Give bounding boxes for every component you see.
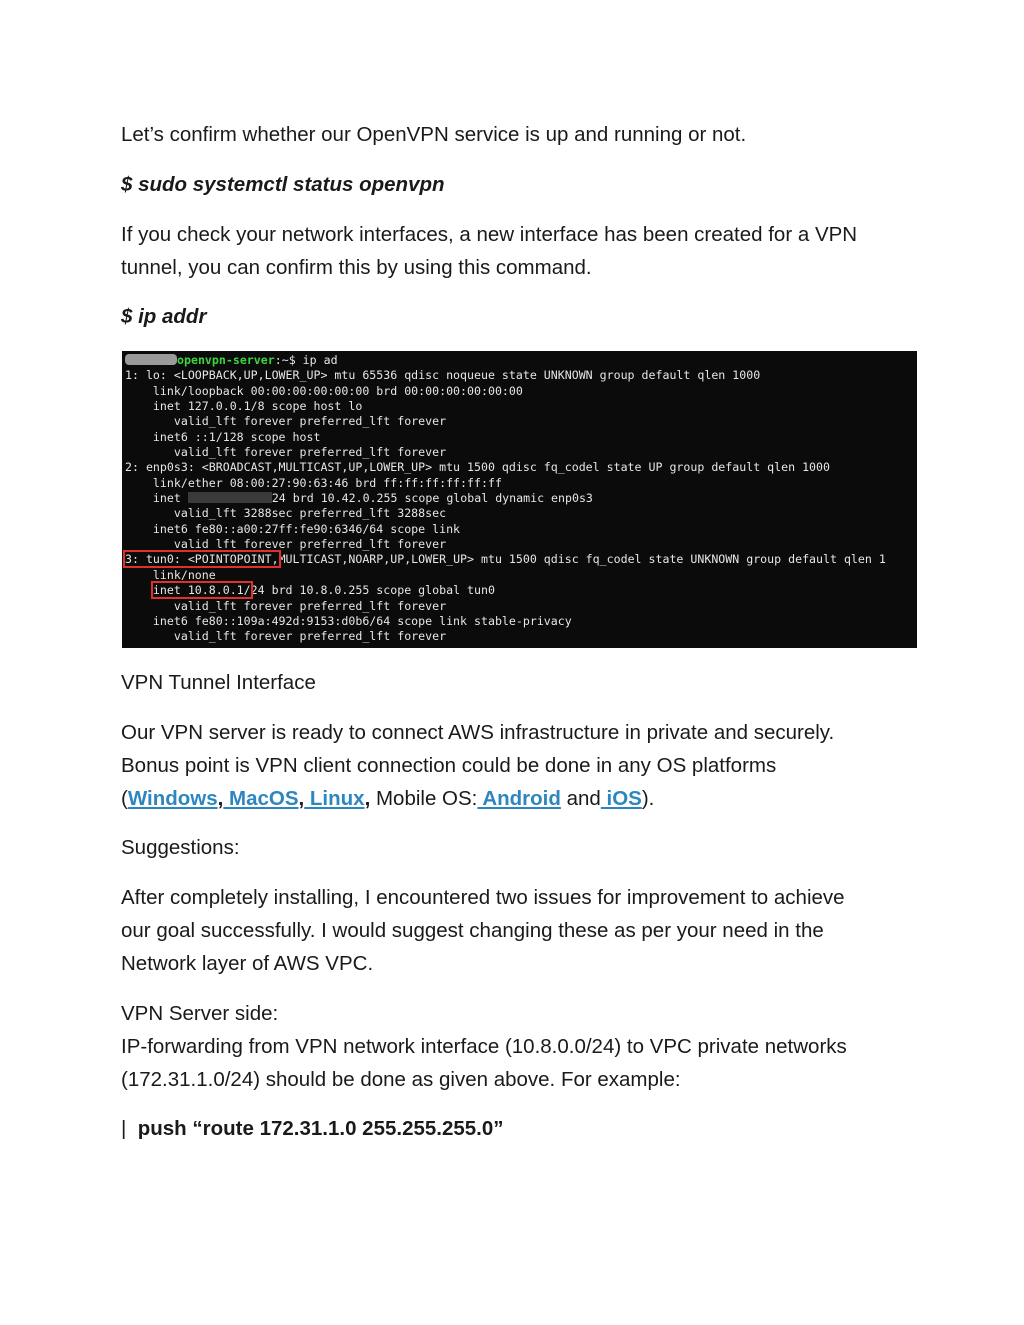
terminal-line: inet6 fe80::109a:492d:9153:d0b6/64 scope link stable-privacy: [125, 613, 572, 628]
systemctl-command: $ sudo systemctl status openvpn: [121, 173, 445, 196]
redacted-username: [125, 354, 177, 365]
redacted-ip-address: [188, 492, 272, 503]
tun0-inet-highlight-box: inet 10.8.0.1/: [152, 583, 251, 598]
forwarding-paragraph-line-1: IP-forwarding from VPN network interface (10.8.0.0/24) to VPC private networks: [121, 1035, 847, 1058]
terminal-line: MULTICAST,NOARP,UP,LOWER_UP> mtu 1500 qdisc fq_codel state UNKNOWN group default qlen 1: [278, 552, 886, 567]
terminal-line: link/ether 08:00:27:90:63:46 brd ff:ff:ff:ff:ff:ff: [125, 475, 502, 490]
after-paragraph-line-2: our goal successfully. I would suggest changing these as per your need in the: [121, 919, 824, 942]
push-route-command: push “route 172.31.1.0 255.255.255.0”: [137, 1117, 504, 1140]
terminal-line-indent: [125, 583, 153, 597]
terminal-line: valid_lft forever preferred_lft forever: [125, 629, 447, 644]
paren-close: ).: [641, 787, 655, 810]
terminal-line: 2: enp0s3: <BROADCAST,MULTICAST,UP,LOWER_UP> mtu 1500 qdisc fq_codel state UP group default qlen 1000: [125, 460, 830, 475]
suggestions-heading: Suggestions:: [121, 836, 240, 859]
terminal-line: inet: [125, 491, 188, 506]
server-side-heading: VPN Server side:: [121, 1002, 279, 1025]
link-windows[interactable]: Windows: [127, 787, 218, 810]
terminal-line: valid_lft forever preferred_lft forever: [125, 537, 447, 552]
tun0-highlight-box: 3: tun0: <POINTOPOINT,: [125, 552, 279, 567]
terminal-line: valid_lft forever preferred_lft forever: [125, 445, 447, 460]
terminal-prompt-command: :~$ ip ad: [274, 353, 338, 367]
ip-addr-command: $ ip addr: [121, 305, 207, 328]
terminal-prompt-host: openvpn-server: [177, 353, 275, 367]
terminal-line: 24 brd 10.8.0.255 scope global tun0: [250, 583, 495, 598]
os-platforms-line: [121, 782, 654, 815]
after-paragraph-line-1: After completely installing, I encountered two issues for improvement to achieve: [121, 886, 845, 909]
interfaces-paragraph-line-2: tunnel, you can confirm this by using this command.: [121, 256, 592, 279]
terminal-line: link/loopback 00:00:00:00:00:00 brd 00:00:00:00:00:00: [125, 383, 523, 398]
terminal-line: inet6 ::1/128 scope host: [125, 429, 321, 444]
link-linux[interactable]: Linux: [304, 787, 365, 810]
terminal-line: valid_lft forever preferred_lft forever: [125, 598, 447, 613]
link-macos[interactable]: MacOS: [223, 787, 299, 810]
terminal-line: inet 127.0.0.1/8 scope host lo: [125, 399, 363, 414]
and-text: and: [560, 787, 601, 810]
push-route-line: [121, 1112, 504, 1145]
ready-paragraph-line-2: Bonus point is VPN client connection could be done in any OS platforms: [121, 754, 777, 777]
terminal-line: valid_lft 3288sec preferred_lft 3288sec: [125, 506, 447, 521]
link-android[interactable]: Android: [477, 787, 561, 810]
comma: ,: [298, 787, 305, 810]
figure-caption: VPN Tunnel Interface: [121, 671, 316, 694]
terminal-line: 1: lo: <LOOPBACK,UP,LOWER_UP> mtu 65536 qdisc noqueue state UNKNOWN group default qlen 1000: [125, 368, 761, 383]
terminal-line: inet6 fe80::a00:27ff:fe90:6346/64 scope link: [125, 521, 461, 536]
link-ios[interactable]: iOS: [600, 787, 642, 810]
terminal-line: valid_lft forever preferred_lft forever: [125, 414, 447, 429]
push-bar: |: [121, 1117, 127, 1140]
terminal-screenshot: [122, 351, 917, 648]
intro-paragraph: Let’s confirm whether our OpenVPN service is up and running or not.: [121, 123, 747, 146]
mobile-os-label: Mobile OS:: [370, 787, 478, 810]
after-paragraph-line-3: Network layer of AWS VPC.: [121, 952, 374, 975]
comma: ,: [364, 787, 371, 810]
forwarding-paragraph-line-2: (172.31.1.0/24) should be done as given above. For example:: [121, 1068, 681, 1091]
terminal-output: [122, 351, 917, 648]
terminal-line: link/none: [125, 567, 216, 582]
terminal-line: 24 brd 10.42.0.255 scope global dynamic enp0s3: [271, 491, 593, 506]
interfaces-paragraph-line-1: If you check your network interfaces, a new interface has been created for a VPN: [121, 223, 858, 246]
comma: ,: [217, 787, 224, 810]
paren-open: (: [121, 787, 128, 810]
ready-paragraph-line-1: Our VPN server is ready to connect AWS infrastructure in private and securely.: [121, 721, 835, 744]
